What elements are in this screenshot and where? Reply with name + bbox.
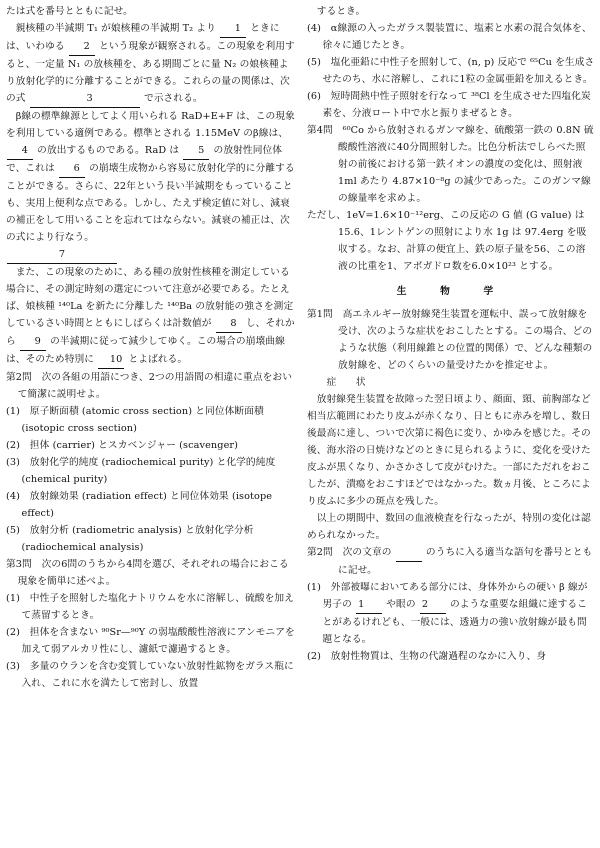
paragraph: (5) 放射分析 (radiometric analysis) と放射化学分析 (radiochemical analysis)	[6, 525, 254, 553]
answer-blank: 5	[183, 142, 209, 160]
answer-blank: 3	[30, 90, 140, 108]
paragraph: 放射線発生装置を故障った翌日頃より、顔面、頸、前胸部など相当広範囲にわたり皮ふが赤くなり、日ともに赤みを増し、数日後最高に達し、ついで次第に褐色に変り、かゆみを感じた。その後、海水浴の日焼けなどのときに見られるように、変化を受けた皮ふが黒くなり、かさかさして皮がむけた。一部にただれをおこしたが、潰瘍をおこすほどではなかった。数ヵ月後、ところにより皮ふに多少の斑点を残した。	[307, 394, 591, 507]
section-heading: 生 物 学	[396, 286, 506, 297]
paragraph: 第2問 次の各組の用語につき、2つの用語間の相違に重点をおいて簡潔に説明せよ。	[6, 372, 292, 400]
paragraph: 第3問 次の6問のうちから4問を選び、それぞれの場合におこる現象を簡単に述べよ。	[6, 559, 289, 587]
right-column	[307, 3, 595, 665]
answer-blank: 8	[216, 315, 242, 333]
paragraph: 第2問 次の文章の のうちに入る適当な語句を番号とともに記せ。	[307, 544, 595, 579]
answer-blank: 10	[98, 351, 124, 369]
paragraph: 以上の期間中、数回の血液検査を行なったが、特別の変化は認められなかった。	[307, 513, 591, 541]
paragraph: (3) 多量のウランを含む変質していない放射性鉱物をガラス瓶に入れ、これに水を満たして密封し、放置	[6, 661, 294, 689]
answer-blank: 1	[356, 596, 382, 614]
paragraph: 親核種の半減期 T₁ が娘核種の半減期 T₂ より 1 ときには、いわゆる 2 という現象が観察される。この現象を利用すると、一定量 N₁ の放核種を、ある期間ごとに量 N₂ の娘核種より放射化学的に分離することができる。これらの量の関係は、次の式 3 で示される。	[6, 20, 298, 108]
answer-blank: 2	[69, 38, 95, 56]
paragraph: (5) 塩化亜鉛に中性子を照射して、(n, p) 反応で ⁶⁵Cu を生成させたのち、水に溶解し、これに1粒の金属亜鉛を加えるとき。	[307, 57, 595, 85]
paragraph: (1) 原子断面積 (atomic cross section) と同位体断面積 (isotopic cross section)	[6, 406, 264, 434]
paragraph: (3) 放射化学的純度 (radiochemical purity) と化学的純度 (chemical purity)	[6, 457, 276, 485]
answer-blank	[396, 544, 422, 562]
answer-blank: 6	[59, 160, 85, 178]
paragraph	[6, 246, 298, 264]
left-column	[6, 3, 298, 692]
paragraph: β線の標準線源としてよく用いられる RaD+E+F は、この現象を利用している適例である。標準とされる 1.15MeV のβ線は、4 の放出するものである。RaD は 5 の放射性同位体で、これは 6 の崩壊生成物から容易に放射化学的に分離することができる。さらに、22年という長い半減期をもっていることも、実用上便利な点である。しかし、たえず検定値に対し、減衰の補正をして用いることを忘れてはならない。減衰の補正は、次の式により行なう。	[6, 111, 295, 243]
paragraph: (2) 担体を含まない ⁹⁰Sr—⁹⁰Y の弱塩酸酸性溶液にアンモニアを加えて弱アルカリ性にし、濾紙で濾過するとき。	[6, 627, 295, 655]
paragraph: (1) 中性子を照射した塩化ナトリウムを水に溶解し、硫酸を加えて蒸留するとき。	[6, 593, 294, 621]
paragraph: たは式を番号とともに記せ。	[6, 6, 133, 17]
answer-blank: 1	[220, 20, 246, 38]
paragraph: するとき。	[307, 6, 366, 17]
answer-blank: 9	[20, 333, 46, 351]
paragraph: (2) 放射性物質は、生物の代謝過程のなかに入り、身	[307, 651, 547, 662]
paragraph: 第1問 高エネルギー放射線発生装置を運転中、誤って放射線を受け、次のような症状をおこしたとする。この場合、どのような状態（利用線錐との位置的関係）で、どんな種類の放射線を、どのくらいの量受けたかを推定せよ。	[307, 309, 593, 371]
paragraph: (2) 担体 (carrier) とスカベンジャー (scavenger)	[6, 440, 239, 451]
paragraph: (4) 放射線効果 (radiation effect) と同位体効果 (isotope effect)	[6, 491, 273, 519]
answer-blank: 2	[420, 596, 446, 614]
answer-blank: 7	[7, 246, 117, 264]
paragraph: また、この現象のために、ある種の放射性核種を測定している場合に、その測定時刻の選定について注意が必要である。たとえば、娘核種 ¹⁴⁰La を新たに分離した ¹⁴⁰Ba の放射能の強さを測定しているさい時間とともにしばらくは計数値が 8 し、それから 9 の半減期に従って減少してゆく。この場合の崩壊曲線は、そのため特別に 10 とよばれる。	[6, 264, 298, 369]
paragraph: (4) α線源の入ったガラス製装置に、塩素と水素の混合気体を、徐々に通じたとき。	[307, 23, 592, 51]
paragraph: (1) 外部被曝においてある部分には、身体外からの硬い β 線が男子の 1 や眼の 2 のような重要な組織に達することがあるけれども、一般には、透過力の強い放射線が最も問題となる。	[307, 582, 588, 645]
answer-blank: 4	[7, 142, 33, 160]
paragraph: 第4問 ⁶⁰Co から放射されるガンマ線を、硫酸第一鉄の 0.8N 硫酸酸性溶液に40分間照射した。比色分析法でしらべた照射の前後における第一鉄イオンの濃度の変化は、照射液 1ml あたり 4.87×10⁻⁸g の減少であった。このガンマ線の線量率を求めよ。	[307, 125, 594, 204]
paragraph: 症 状	[307, 377, 366, 388]
paragraph: (6) 短時間熱中性子照射を行なって ³⁸Cl を生成させた四塩化炭素を、分液ロート中で水と振りまぜるとき。	[307, 91, 591, 119]
paragraph: ただし、1eV=1.6×10⁻¹²erg、この反応の G 値 (G value) は15.6、1レントゲンの照射により水 1g は 97.4erg を吸収する。なお、計算の便宜上、鉄の原子量を56、この溶液の比重を1、アボガドロ数を6.0×10²³ とする。	[307, 210, 587, 272]
